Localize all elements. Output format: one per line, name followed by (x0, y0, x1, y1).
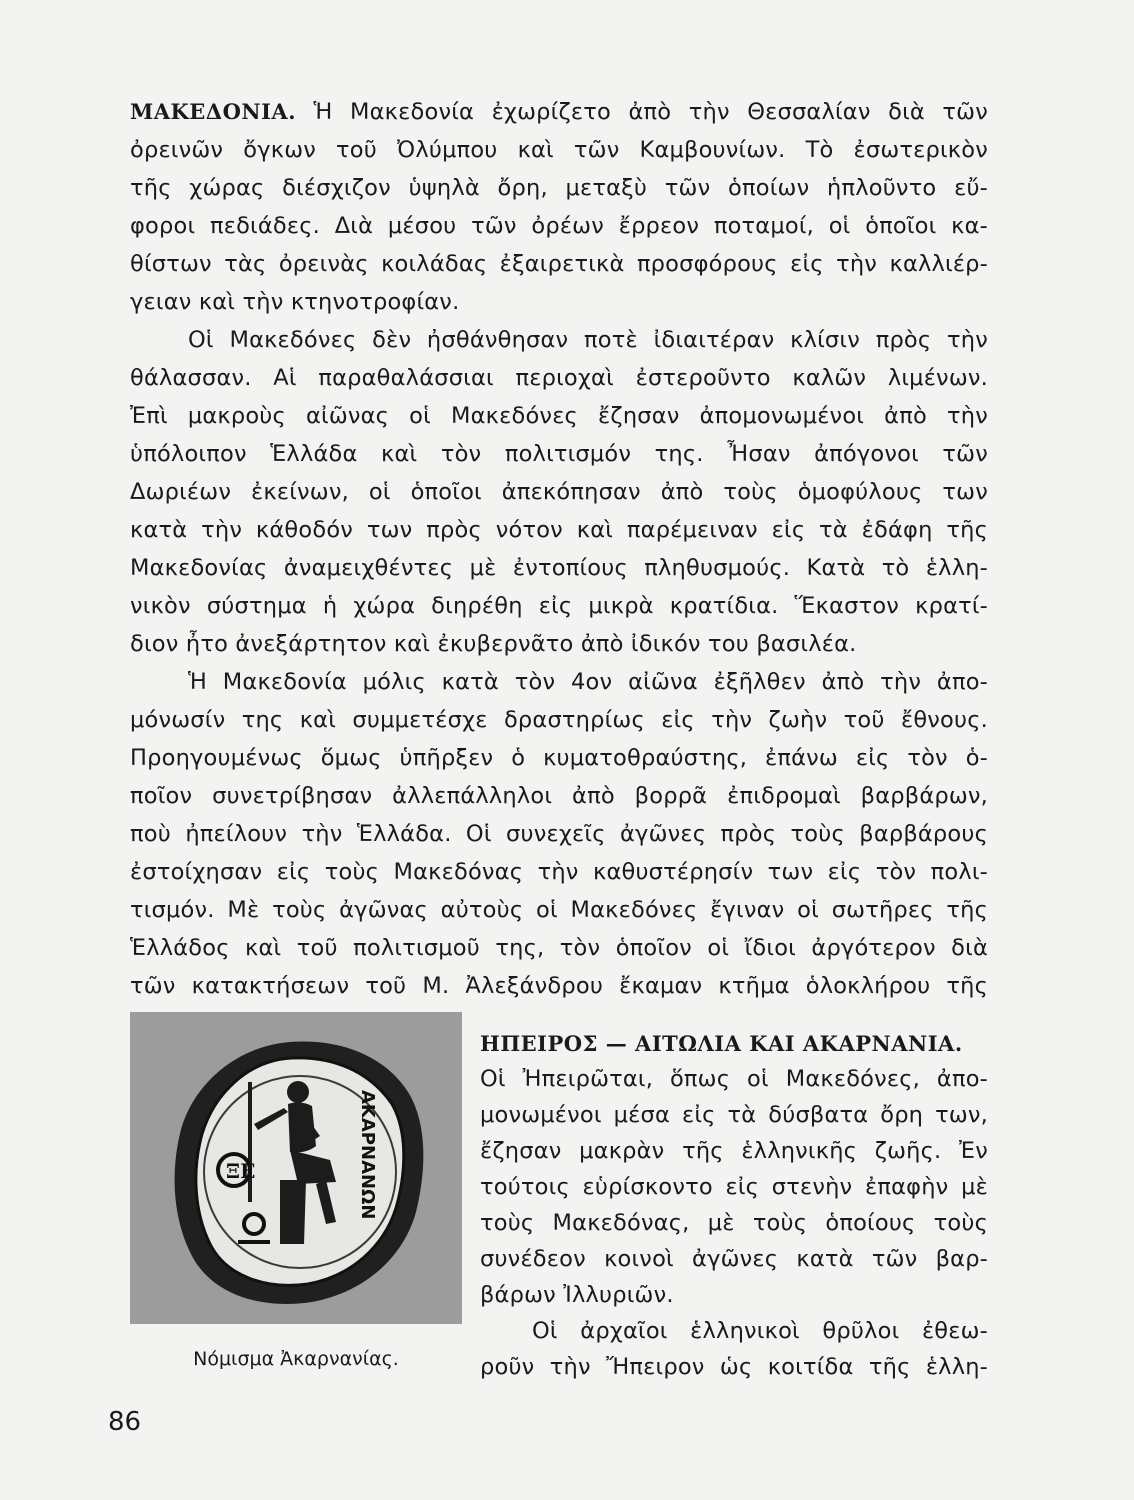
text-line: ἔζησαν μακρὰν τῆς ἑλληνικῆς ζωῆς. Ἐν (480, 1138, 988, 1164)
text-line: μονωμένοι μέσα εἰς τὰ δύσβατα ὄρη των, (480, 1102, 988, 1128)
text-line: Οἱ Ἠπειρῶται, ὅπως οἱ Μακεδόνες, ἀπο- (480, 1066, 988, 1092)
text-line: Ἐπὶ μακροὺς αἰῶνας οἱ Μακεδόνες ἔζησαν ἀπομονωμένοι ἀπὸ τὴν (130, 403, 988, 429)
text-line: Προηγουμένως ὅμως ὑπῆρξεν ὁ κυματοθραύστης, ἐπάνω εἰς τὸν ὁ- (130, 745, 988, 771)
text-line: θίστων τὰς ὀρεινὰς κοιλάδας ἐξαιρετικὰ προσφόρους εἰς τὴν καλλιέρ- (130, 251, 988, 277)
text-line: νικὸν σύστημα ἡ χώρα διηρέθη εἰς μικρὰ κρατίδια. Ἕκαστον κρατί- (130, 593, 988, 619)
text-line: ποῖον συνετρίβησαν ἀλλεπάλληλοι ἀπὸ βορρᾶ ἐπιδρομαὶ βαρβάρων, (130, 783, 988, 809)
coin-image (130, 1012, 462, 1324)
text-line: ἐστοίχησαν εἰς τοὺς Μακεδόνας τὴν καθυστέρησίν των εἰς τὸν πολι- (130, 859, 988, 885)
text-line: ΜΑΚΕΔΟΝΙΑ. Ἡ Μακεδονία ἐχωρίζετο ἀπὸ τὴν Θεσσαλίαν διὰ τῶν (130, 99, 988, 125)
coin-legend: ΑΚΑΡΝΑΝΩΝ (357, 1090, 378, 1220)
text-line: ὑπόλοιπον Ἑλλάδα καὶ τὸν πολιτισμόν της. Ἦσαν ἀπόγονοι τῶν (130, 441, 988, 467)
text-line: τούτοις εὑρίσκοντο εἰς στενὴν ἐπαφὴν μὲ (480, 1174, 988, 1200)
text-line: μόνωσίν της καὶ συμμετέσχε δραστηρίως εἰς τὴν ζωὴν τοῦ ἔθνους. (130, 707, 988, 733)
text-line: κατὰ τὴν κάθοδόν των πρὸς νότον καὶ παρέμειναν εἰς τὰ ἐδάφη τῆς (130, 517, 988, 543)
text-line: Οἱ ἀρχαῖοι ἑλληνικοὶ θρῦλοι ἐθεω- (532, 1318, 988, 1344)
text-line: φοροι πεδιάδες. Διὰ μέσου τῶν ὀρέων ἔρρεον ποταμοί, οἱ ὁποῖοι κα- (130, 213, 988, 239)
text-line: τῶν κατακτήσεων τοῦ Μ. Ἀλεξάνδρου ἔκαμαν κτῆμα ὁλοκλήρου τῆς (130, 973, 988, 999)
text-line: θάλασσαν. Αἱ παραθαλάσσιαι περιοχαὶ ἐστεροῦντο καλῶν λιμένων. (130, 365, 988, 391)
figure-caption: Νόμισμα Ἀκαρνανίας. (193, 1348, 399, 1370)
text-line: Ἡ Μακεδονία μόλις κατὰ τὸν 4ον αἰῶνα ἐξῆλθεν ἀπὸ τὴν ἀπο- (188, 669, 988, 695)
text-line: τῆς χώρας διέσχιζον ὑψηλὰ ὄρη, μεταξὺ τῶν ὁποίων ἡπλοῦντο εὔ- (130, 175, 988, 201)
text-line: ροῦν τὴν Ἤπειρον ὡς κοιτίδα τῆς ἑλλη- (480, 1354, 988, 1380)
text-line: τισμόν. Μὲ τοὺς ἀγῶνας αὐτοὺς οἱ Μακεδόνες ἔγιναν οἱ σωτῆρες τῆς (130, 897, 988, 923)
text-line: Οἱ Μακεδόνες δὲν ἠσθάνθησαν ποτὲ ἰδιαιτέραν κλίσιν πρὸς τὴν (188, 327, 988, 353)
text-line: Ἑλλάδος καὶ τοῦ πολιτισμοῦ της, τὸν ὁποῖον οἱ ἴδιοι ἀργότερον διὰ (130, 935, 988, 961)
coin-illustration (130, 1012, 462, 1324)
text-line: ποὺ ἠπείλουν τὴν Ἑλλάδα. Οἱ συνεχεῖς ἀγῶνες πρὸς τοὺς βαρβάρους (130, 821, 988, 847)
section-heading-epirus: ΗΠΕΙΡΟΣ — ΑΙΤΩΛΙΑ ΚΑΙ ΑΚΑΡΝΑΝΙΑ. (480, 1031, 963, 1056)
page-number: 86 (108, 1407, 142, 1437)
text-line: Μακεδονίας ἀναμειχθέντες μὲ ἐντοπίους πληθυσμούς. Κατὰ τὸ ἑλλη- (130, 555, 988, 581)
coin-monogram: ΞΕ (226, 1159, 256, 1183)
text-line: συνέδεον κοινοὶ ἀγῶνες κατὰ τῶν βαρ- (480, 1246, 988, 1272)
text-line: γειαν καὶ τὴν κτηνοτροφίαν. (130, 289, 460, 315)
section-heading-macedonia: ΜΑΚΕΔΟΝΙΑ. (130, 99, 297, 124)
text-line: τοὺς Μακεδόνας, μὲ τοὺς ὁποίους τοὺς (480, 1210, 988, 1236)
text-line: διον ἦτο ἀνεξάρτητον καὶ ἐκυβερνᾶτο ἀπὸ ἰδικόν του βασιλέα. (130, 631, 857, 657)
text-line: Δωριέων ἐκείνων, οἱ ὁποῖοι ἀπεκόπησαν ἀπὸ τοὺς ὁμοφύλους των (130, 479, 988, 505)
text-line: βάρων Ἰλλυριῶν. (480, 1282, 674, 1308)
text-line: ὀρεινῶν ὄγκων τοῦ Ὀλύμπου καὶ τῶν Καμβουνίων. Τὸ ἐσωτερικὸν (130, 137, 988, 163)
